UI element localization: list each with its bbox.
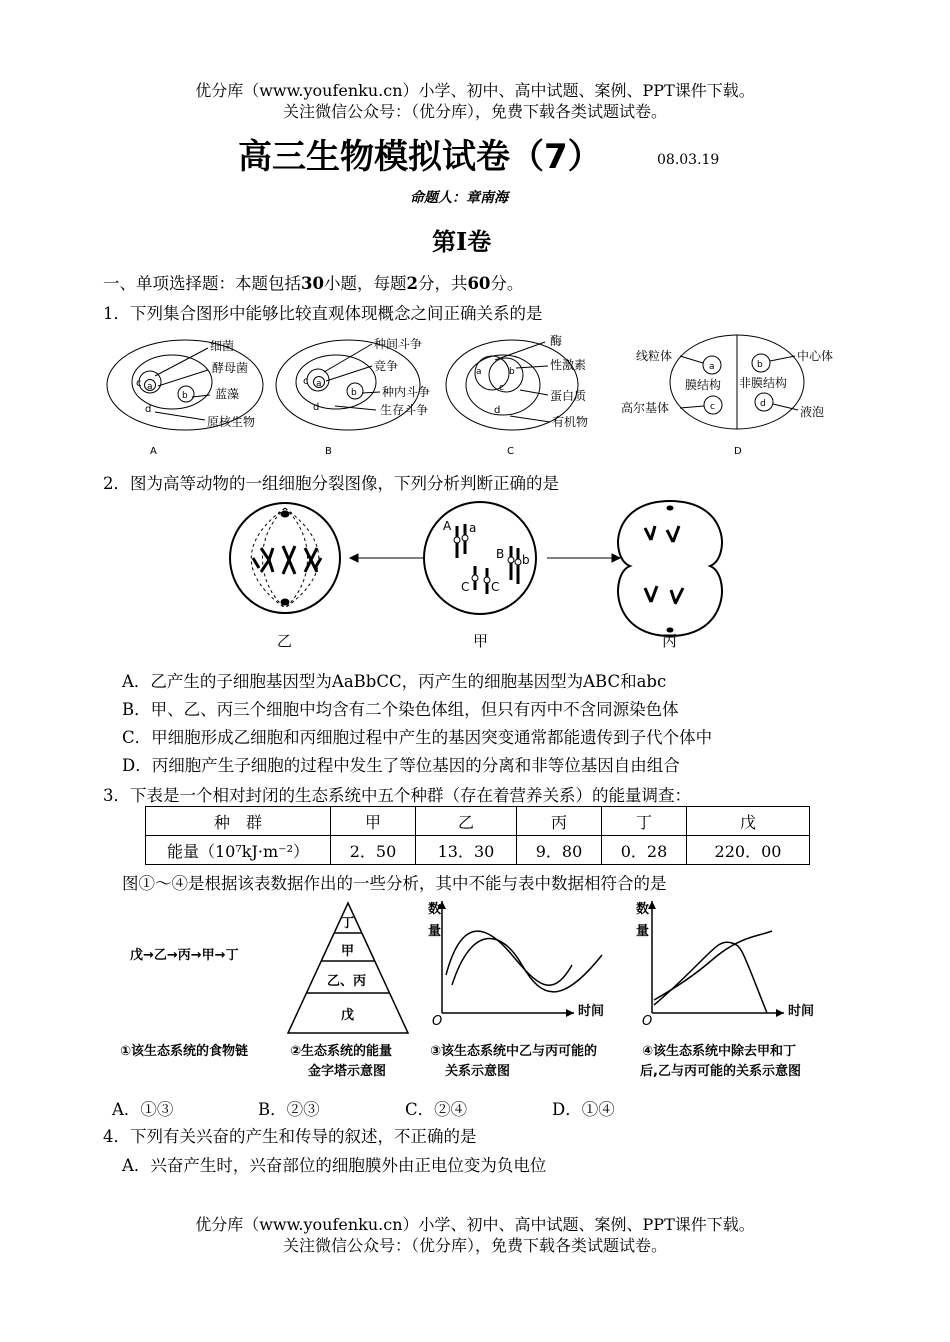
q1c-label-1: 酶 (550, 334, 563, 348)
section-heading: 一、单项选择题：本题包括30小题，每题2分，共60分。 (103, 274, 524, 293)
q1b-label-2: 竞争 (374, 359, 399, 373)
pyramid-level-1: 丁 (341, 916, 355, 931)
q1b-label-3: 种内斗争 (382, 385, 431, 399)
q4-option-a[interactable]: A．兴奋产生时，兴奋部位的细胞膜外由正电位变为负电位 (122, 1156, 547, 1175)
q1d-label-2: 中心体 (797, 349, 834, 363)
fig2-caption-2: 金字塔示意图 (308, 1064, 387, 1079)
gene-a: a (469, 521, 477, 535)
svg-text:a: a (147, 382, 153, 392)
gene-C2: C (491, 580, 500, 594)
q1a-label-4: 原核生物 (207, 415, 256, 429)
q3-option-c[interactable]: C．②④ (405, 1100, 468, 1119)
svg-text:c: c (499, 383, 504, 393)
q1a-label-1: 细菌 (210, 339, 235, 353)
svg-text:d: d (313, 402, 320, 413)
fig4-ylabel-1: 数 (636, 902, 650, 917)
footer-line-1: 优分库（www.youfenku.cn）小学、初中、高中试题、案例、PPT课件下载。 (195, 1215, 755, 1234)
q1a-label-3: 蓝藻 (215, 387, 240, 401)
q3-option-a[interactable]: A．①③ (112, 1100, 174, 1119)
pyramid-level-3: 乙、丙 (327, 974, 367, 989)
q2-cell-division-figure (225, 496, 735, 656)
exam-date: 08.03.19 (657, 152, 720, 168)
footer-line-2: 关注微信公众号：（优分库），免费下载各类试题试卷。 (282, 1236, 667, 1255)
gene-b: b (522, 553, 530, 567)
q2-option-a[interactable]: A．乙产生的子细胞基因型为AaBbCC，丙产生的细胞基因型为ABC和abc (122, 672, 667, 691)
q1d-label-3: 膜结构 (685, 378, 722, 392)
q1-set-diagrams (100, 330, 860, 460)
fig1-caption: ①该生态系统的食物链 (120, 1044, 249, 1059)
svg-text:O: O (432, 1014, 443, 1029)
q1c-label-4: 有机物 (552, 415, 589, 429)
svg-text:a: a (709, 362, 715, 372)
cell-yi-label: 乙 (277, 632, 293, 650)
svg-text:B: B (325, 446, 332, 457)
svg-text:d: d (760, 399, 766, 409)
page-title: 高三生物模拟试卷（7） (238, 137, 602, 177)
svg-text:b: b (182, 391, 188, 401)
q2-option-b[interactable]: B．甲、乙、丙三个细胞中均含有二个染色体组，但只有丙中不含同源染色体 (122, 700, 679, 719)
svg-text:b: b (351, 388, 357, 398)
q1c-label-3: 蛋白质 (550, 389, 587, 403)
food-chain: 戊→乙→丙→甲→丁 (130, 948, 239, 963)
table-row: 能量（10⁷kJ·m⁻²） 2．50 13．30 9．80 0．28 220．00 (146, 836, 810, 865)
fig4-xlabel: 时间 (788, 1004, 815, 1019)
svg-text:a: a (476, 367, 482, 377)
svg-text:A: A (150, 446, 157, 457)
q2-stem: 2．图为高等动物的一组细胞分裂图像，下列分析判断正确的是 (103, 474, 559, 493)
svg-text:a: a (316, 379, 322, 389)
q1d-label-4: 非膜结构 (739, 376, 788, 390)
cell-jia-label: 甲 (473, 632, 489, 650)
svg-text:d: d (145, 404, 152, 415)
fig3-ylabel-2: 量 (428, 924, 442, 939)
q2-option-c[interactable]: C．甲细胞形成乙细胞和丙细胞过程中产生的基因突变通常都能遗传到子代个体中 (122, 728, 713, 747)
q1d-label-6: 液泡 (800, 405, 825, 419)
fig3-caption-2: 关系示意图 (445, 1064, 511, 1079)
energy-table (145, 806, 810, 865)
header-line-2: 关注微信公众号：（优分库），免费下载各类试题试卷。 (282, 102, 667, 121)
fig4-ylabel-2: 量 (636, 924, 650, 939)
svg-text:O: O (642, 1014, 653, 1029)
table-row: 种 群 甲 乙 丙 丁 戊 (146, 807, 810, 836)
q4-stem: 4．下列有关兴奋的产生和传导的叙述，不正确的是 (103, 1127, 477, 1146)
pyramid-level-4: 戊 (341, 1008, 355, 1023)
svg-text:C: C (507, 446, 514, 457)
q3-note: 图①～④是根据该表数据作出的一些分析，其中不能与表中数据相符合的是 (122, 874, 667, 893)
svg-text:d: d (494, 405, 501, 416)
q3-option-d[interactable]: D．①④ (552, 1100, 615, 1119)
q1a-label-2: 酵母菌 (212, 361, 249, 375)
svg-text:b: b (509, 367, 515, 377)
fig3-xlabel: 时间 (578, 1004, 605, 1019)
fig3-ylabel-1: 数 (428, 902, 442, 917)
fig2-caption-1: ②生态系统的能量 (290, 1044, 393, 1059)
volume-title: 第Ⅰ卷 (432, 227, 492, 256)
q3-option-b[interactable]: B．②③ (258, 1100, 320, 1119)
q1c-label-2: 性激素 (550, 358, 587, 372)
q1d-label-5: 高尔基体 (621, 401, 670, 415)
gene-A: A (443, 519, 452, 533)
q3-stem: 3．下表是一个相对封闭的生态系统中五个种群（存在着营养关系）的能量调查： (103, 786, 691, 805)
svg-text:c: c (710, 402, 715, 412)
label-c: c (136, 378, 142, 389)
svg-text:b: b (757, 360, 763, 370)
q1-stem: 1．下列集合图形中能够比较直观体现概念之间正确关系的是 (103, 304, 543, 323)
q1b-label-1: 种间斗争 (374, 337, 423, 351)
q1d-label-1: 线粒体 (636, 349, 673, 363)
q1b-label-4: 生存斗争 (380, 403, 429, 417)
fig4-caption-2: 后,乙与丙可能的关系示意图 (640, 1064, 801, 1079)
fig4-caption-1: ④该生态系统中除去甲和丁 (642, 1044, 797, 1059)
cell-bing-label: 丙 (662, 632, 678, 650)
fig3-caption-1: ③该生态系统中乙与丙可能的 (430, 1044, 598, 1059)
svg-text:D: D (734, 446, 742, 457)
pyramid-level-2: 甲 (341, 944, 355, 959)
gene-C1: C (461, 580, 470, 594)
author: 命题人：章南海 (410, 190, 508, 206)
header-line-1: 优分库（www.youfenku.cn）小学、初中、高中试题、案例、PPT课件下载。 (195, 81, 755, 100)
gene-B: B (496, 547, 505, 561)
q2-option-d[interactable]: D．丙细胞产生子细胞的过程中发生了等位基因的分离和非等位基因自由组合 (122, 756, 680, 775)
q3-analysis-figures (112, 895, 832, 1085)
svg-text:c: c (303, 376, 309, 387)
